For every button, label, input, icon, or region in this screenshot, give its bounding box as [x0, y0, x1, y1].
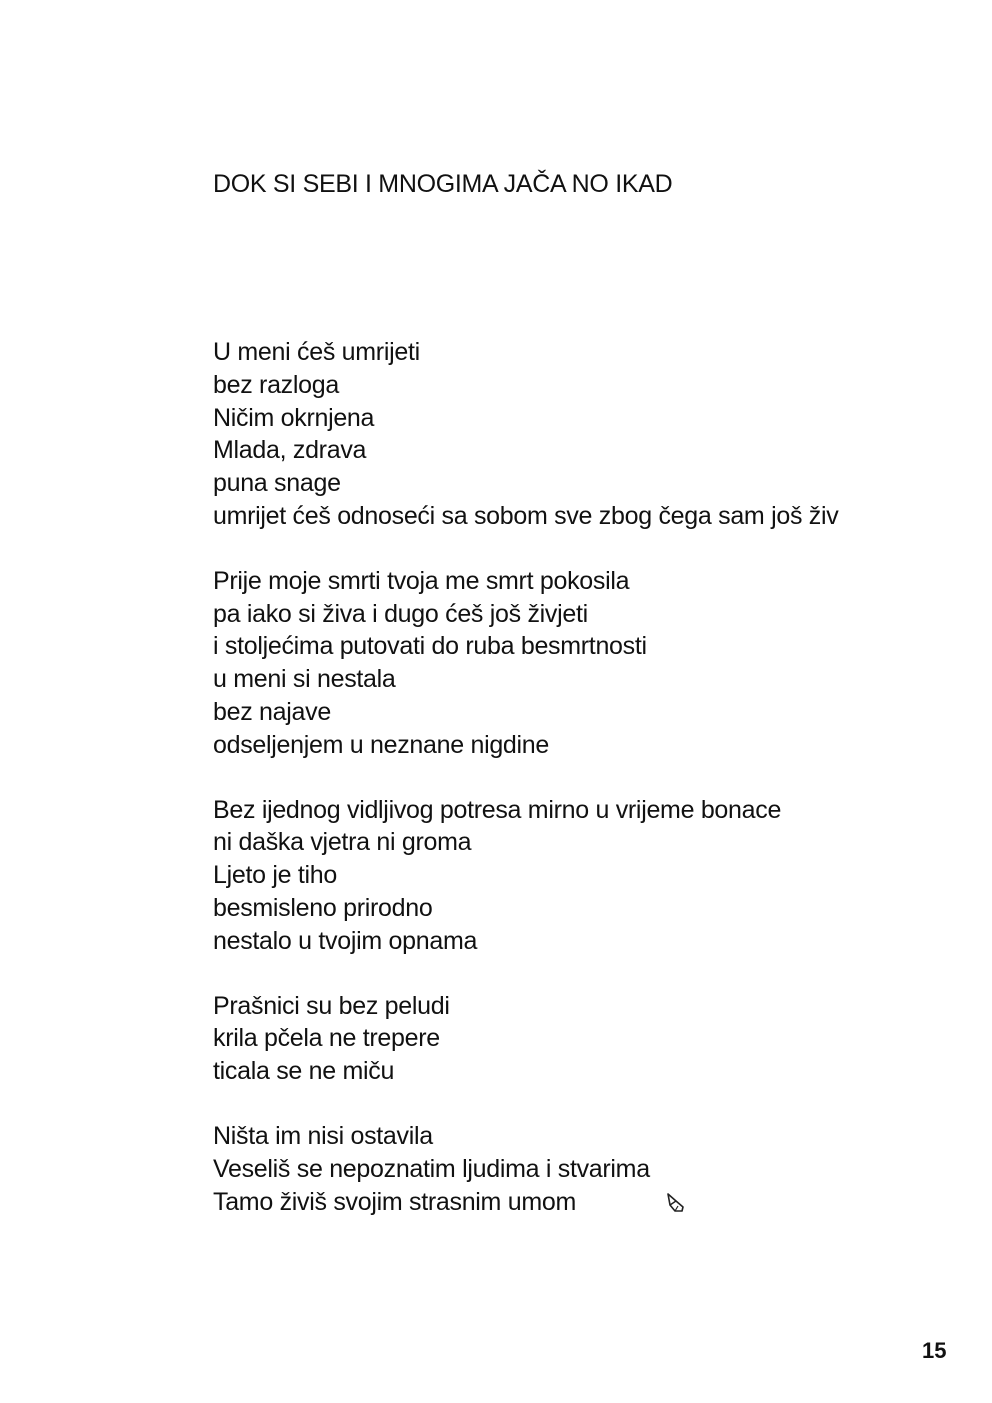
stanza-5: [213, 1120, 973, 1218]
poem-line: U meni ćeš umrijeti: [213, 338, 420, 366]
poem-line: Veseliš se nepoznatim ljudima i stvarima: [213, 1154, 650, 1183]
stanza-1: [213, 336, 973, 533]
ornament-end-icon: [663, 1192, 687, 1216]
poem-line: Tamo živiš svojim strasnim umom: [213, 1187, 576, 1216]
poem-line: puna snage: [213, 469, 341, 498]
stanza-4: [213, 990, 973, 1088]
poem-line: ticala se ne miču: [213, 1057, 395, 1086]
poem-body: [213, 336, 973, 1250]
poem-line: ni daška vjetra ni groma: [213, 828, 472, 857]
poem-line: pa iako si živa i dugo ćeš još živjeti: [213, 599, 588, 628]
poem-line: Prije moje smrti tvoja me smrt pokosila: [213, 566, 630, 595]
poem-line: Bez ijednog vidljivog potresa mirno u vrijeme bonace: [213, 795, 782, 824]
poem-title: DOK SI SEBI I MNOGIMA JAČA NO IKAD: [213, 170, 673, 198]
poem-line: krila pčela ne trepere: [213, 1024, 440, 1053]
poem-line: u meni si nestala: [213, 665, 396, 694]
poem-line: besmisleno prirodno: [213, 893, 433, 922]
poem-line: umrijet ćeš odnoseći sa sobom sve zbog čega sam još živ: [213, 501, 839, 530]
poem-line: bez najave: [213, 697, 331, 726]
poem-line: nestalo u tvojim opnama: [213, 926, 478, 955]
poem-line: Mlada, zdrava: [213, 436, 367, 465]
page-number: 15: [922, 1338, 947, 1363]
poem-line: Prašnici su bez peludi: [213, 991, 450, 1020]
poem-line: odseljenjem u neznane nigdine: [213, 730, 550, 759]
stanza-2: [213, 565, 973, 762]
poem-line: Ljeto je tiho: [213, 861, 337, 890]
poem-line: Ničim okrnjena: [213, 403, 375, 432]
stanza-3: [213, 794, 973, 958]
poem-line: Ništa im nisi ostavila: [213, 1121, 433, 1150]
poem-line: i stoljećima putovati do ruba besmrtnosti: [213, 632, 647, 661]
poem-line: bez razloga: [213, 370, 339, 399]
